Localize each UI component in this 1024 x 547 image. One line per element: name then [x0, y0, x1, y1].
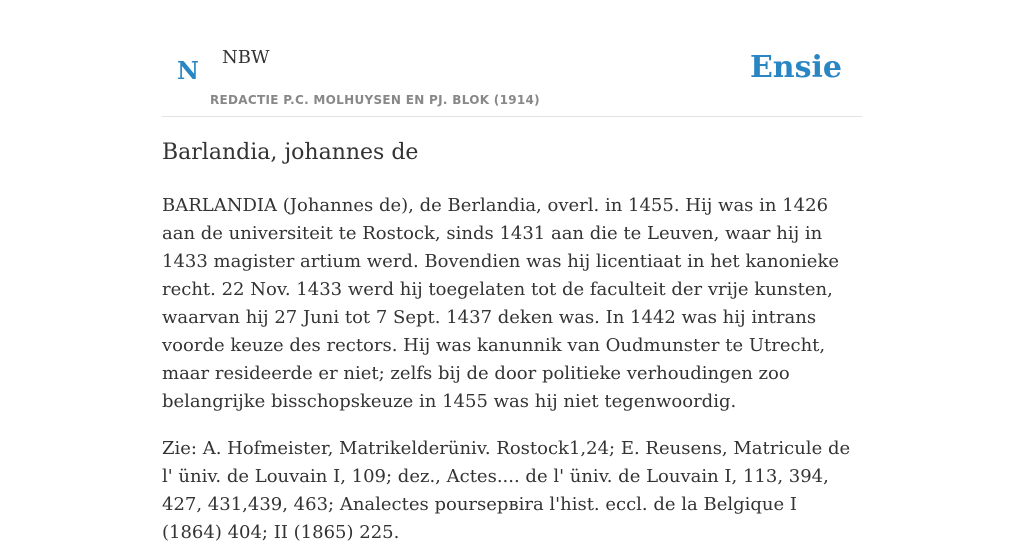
article-references: Zie: A. Hofmeister, Matrikelderüniv. Rostock1,24; E. Reusens, Matricule de l' üniv. de Louvain I, 109; dez., Actes.... de l' üniv. de Louvain I, 113, 394, 427, 431,439, 463; Analectes poursервira l'hist. eccl. de la Belgique I (1864) 404; II (1865) 225.: [162, 438, 851, 543]
article-paragraph: BARLANDIA (Johannes de), de Berlandia, overl. in 1455. Hij was in 1426 aan de universiteit te Rostock, sinds 1431 aan die te Leuven, waar hij in 1433 magister artium werd. Bovendien was hij licentiaat in het kanonieke recht. 22 Nov. 1433 werd hij toegelaten tot de faculteit der vrije kunsten, waarvan hij 27 Juni tot 7 Sept. 1437 deken was. In 1442 was hij intrans voorde keuze des rectors. Hij was kanunnik van Oudmunster te Utrecht, maar resideerde er niet; zelfs bij de door politieke verhoudingen zoo belangrijke bisschopskeuze in 1455 was hij niet tegenwoordig.: [162, 195, 840, 412]
header: [162, 0, 862, 117]
article-title: Barlandia, johannes de: [162, 140, 419, 165]
ensie-logo[interactable]: Ensie: [749, 50, 842, 85]
nbw-logo-icon[interactable]: N: [177, 56, 199, 85]
page: [162, 0, 862, 543]
source-title[interactable]: NBW: [222, 47, 270, 68]
source-editors: REDACTIE P.C. MOLHUYSEN EN PJ. BLOK (1914): [210, 93, 540, 107]
